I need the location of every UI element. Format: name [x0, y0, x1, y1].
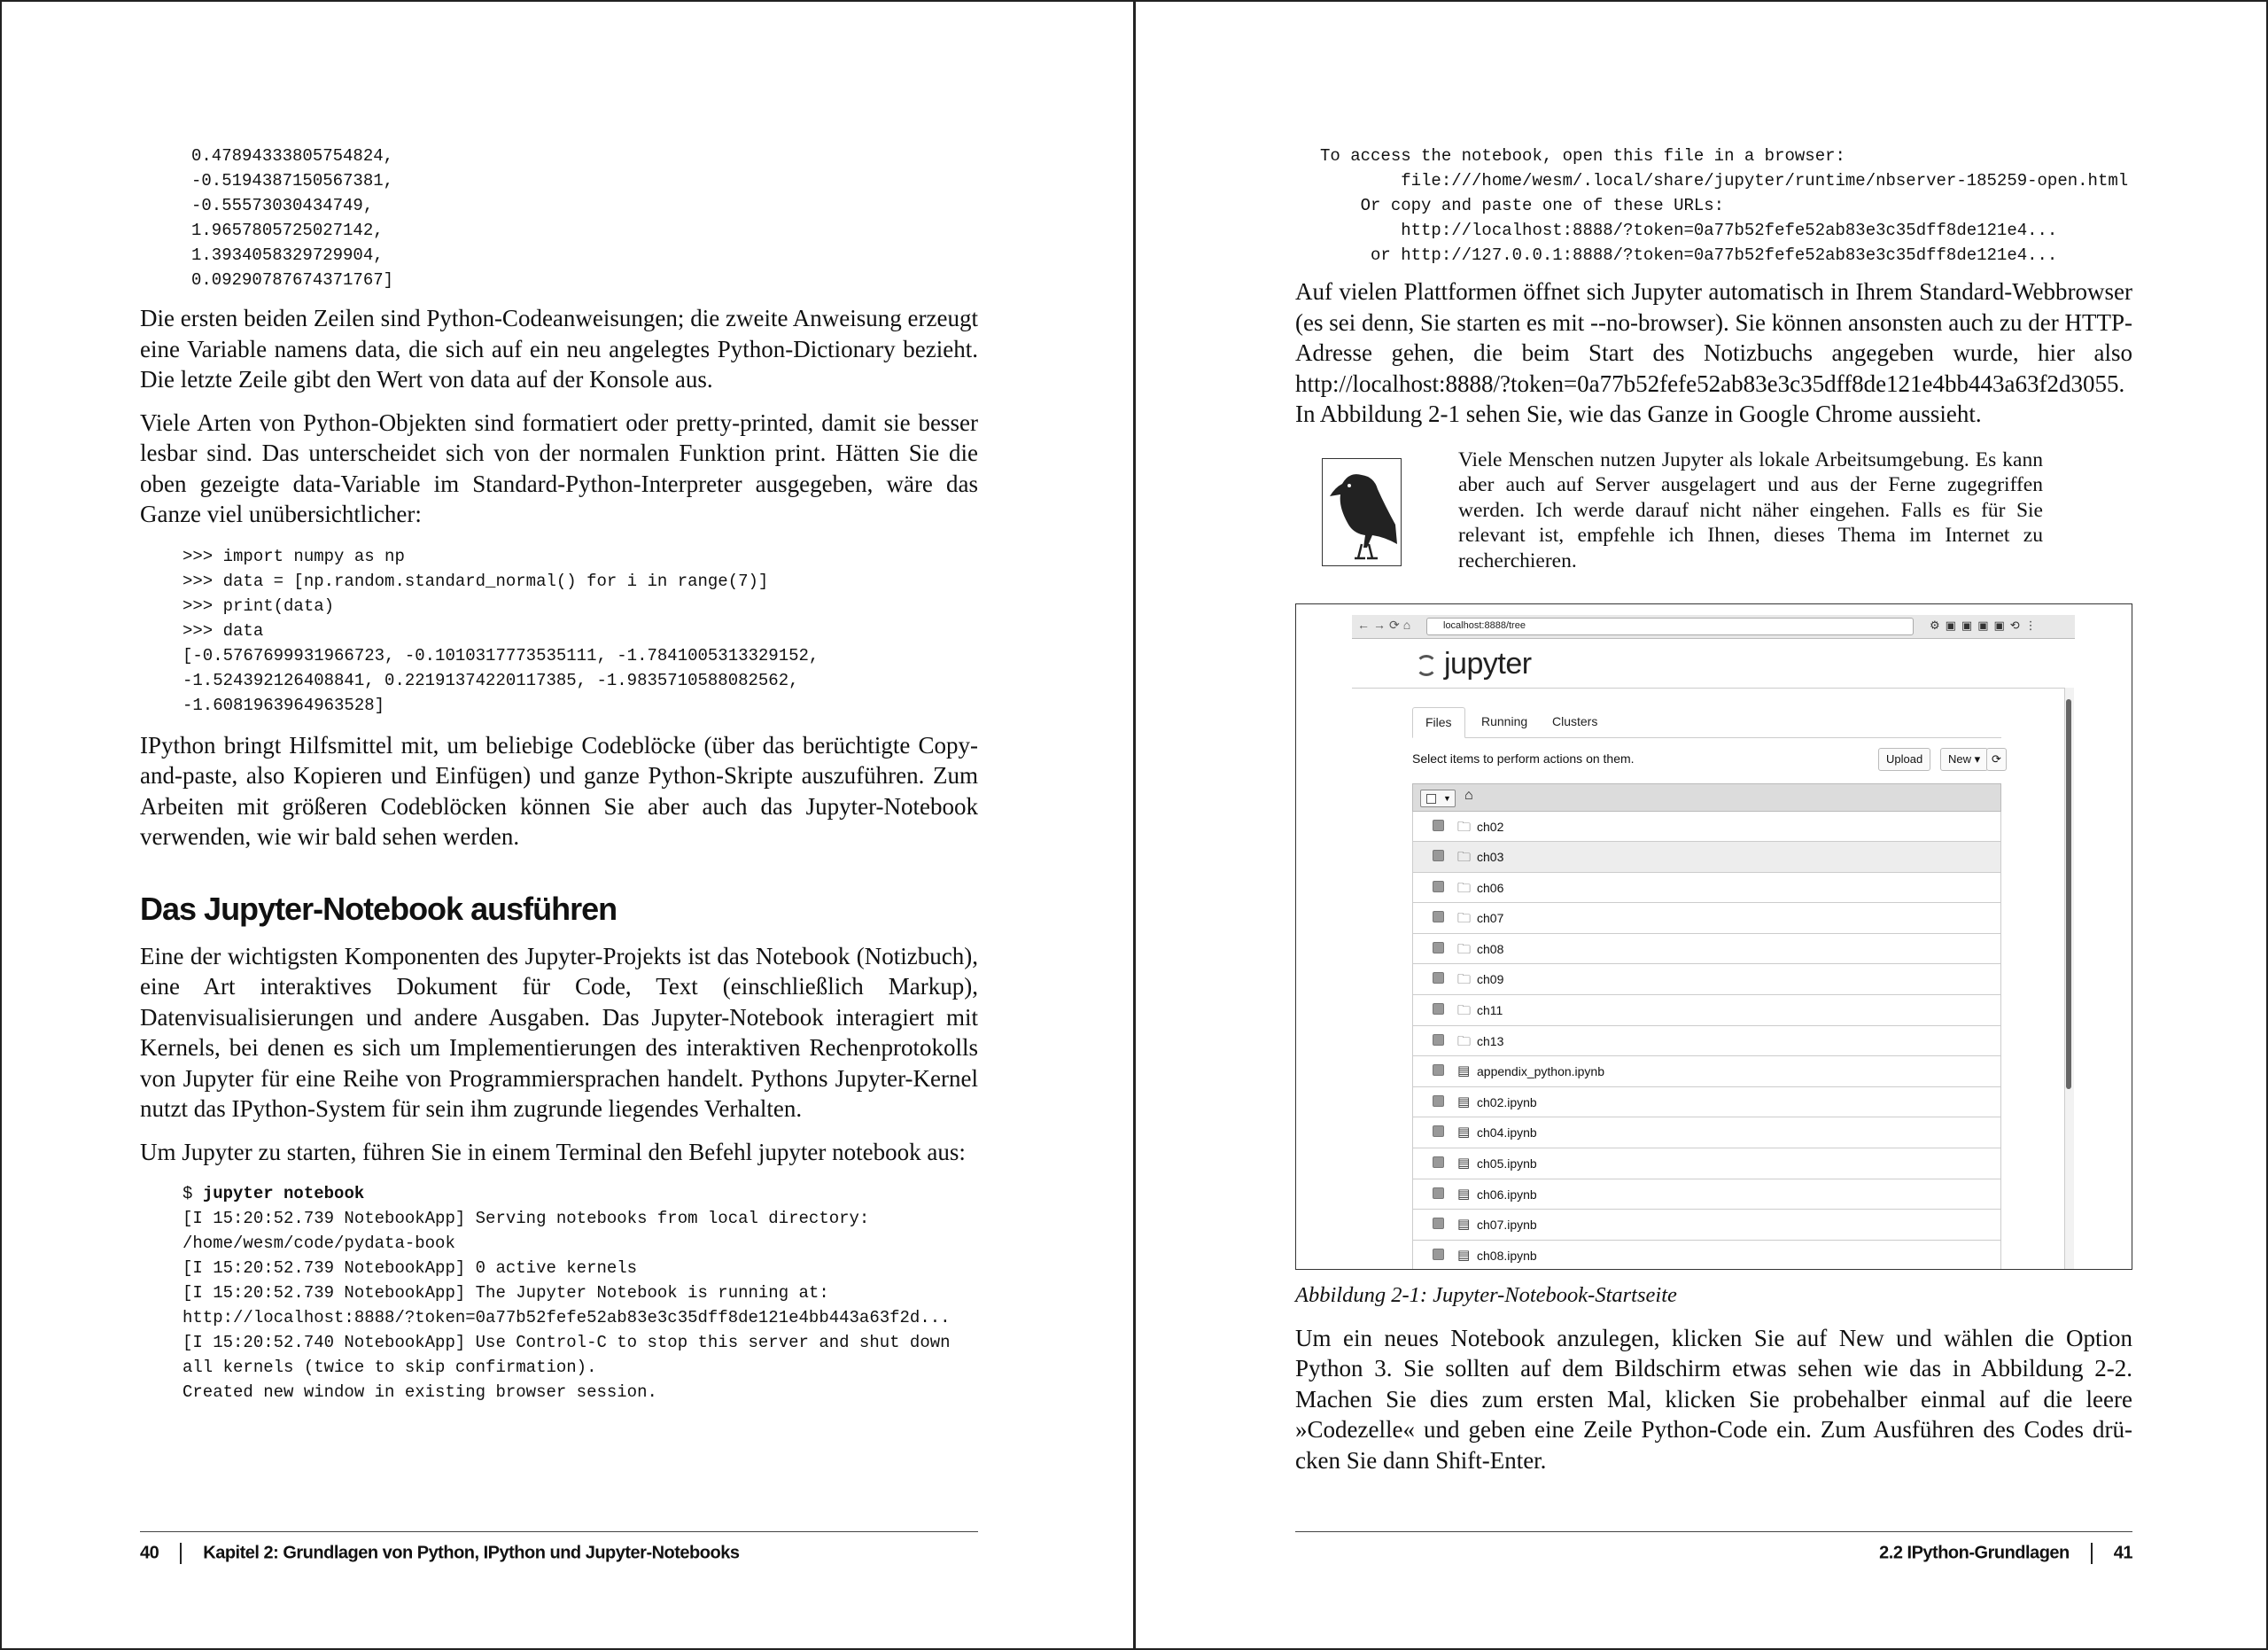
note-box [1295, 448, 2132, 580]
footer-separator [180, 1543, 182, 1564]
notebook-icon: ▤ [1457, 1217, 1471, 1233]
header-divider [1352, 688, 2066, 689]
file-name-link[interactable]: appendix_python.ipynb [1477, 1064, 1605, 1079]
left-paragraph-4: Eine der wichtigsten Komponenten des Jupyter-Projekts ist das Notebook (Notizbuch), eine Art interaktives Dokument für Code, Text (einschließlich Markup), Datenvisualisierungen und andere Ausgaben. Das Jupyter-Notebook interagiert mit Kernels, bei denen es sich um Implementierungen des interaktiven Rechenprotokolls von Jupyter für eine Reihe von Programmiersprachen handelt. Pythons Jupyter-Kernel nutzt das IPython-System für sein ihm zugrunde liegendes Verhalten. [140, 942, 978, 1122]
terminal-prompt: $ [183, 1184, 203, 1203]
file-name-link[interactable]: ch07 [1477, 911, 1504, 926]
left-page-number: 40 [140, 1543, 159, 1563]
terminal-block [183, 1181, 978, 1405]
row-checkbox[interactable] [1433, 850, 1444, 861]
terminal-command: jupyter notebook [202, 1184, 365, 1203]
file-name-link[interactable]: ch07.ipynb [1477, 1218, 1537, 1233]
address-url: localhost:8888/tree [1443, 619, 1526, 631]
notebook-icon: ▤ [1457, 1063, 1471, 1079]
file-list-item[interactable] [1412, 1148, 2001, 1179]
jupyter-logo-text: jupyter [1444, 646, 1532, 681]
row-checkbox[interactable] [1433, 911, 1444, 922]
section-title: 2.2 IPython-Grundlagen [1879, 1543, 2070, 1563]
file-name-link[interactable]: ch08.ipynb [1477, 1248, 1537, 1263]
file-list-item[interactable] [1412, 1087, 2001, 1118]
row-checkbox[interactable] [1433, 1249, 1444, 1260]
right-footer [1295, 1531, 2132, 1585]
upload-button[interactable]: Upload [1878, 748, 1930, 771]
right-footer-text [1879, 1543, 2132, 1564]
right-paragraph-2: Um ein neues Notebook anzulegen, klicken Sie auf New und wählen die Option Python 3. Sie sollten auf dem Bildschirm etwas sehen wie das in Abbildung 2-2. Machen Sie dies zum ersten Mal, klicken Sie probehalber einmal auf die leere »Codezelle« und geben eine Zeile Python-Code ein. Zum Ausführen des Codes drücken Sie dann Shift-Enter. [1295, 1324, 2132, 1474]
file-list-item[interactable] [1412, 1026, 2001, 1057]
file-name-link[interactable]: ch02.ipynb [1477, 1094, 1537, 1109]
right-paragraph-1: Auf vielen Plattformen öffnet sich Jupyter automatisch in Ihrem Standard-Webbrowser (es sei denn, Sie starten es mit --no-browser). Sie können ansonsten auch zu der HTTP-Adresse gehen, die beim Start des Notizbuchs angegeben wurde, hier also http://localhost:8888/?token=0a77b52fefe52ab83e3c35dff8de121e4bb443a63f2d3055. In Abbildung 2-1 sehen Sie, wie das Ganze in Google Chrome aussieht. [1295, 278, 2132, 427]
chapter-title: Kapitel 2: Grundlagen von Python, IPython und Jupyter-Notebooks [203, 1543, 740, 1563]
browser-toolbar [1352, 615, 2075, 639]
row-checkbox[interactable] [1433, 1156, 1444, 1168]
code-interpreter-block: >>> import numpy as np >>> data = [np.random.standard_normal() for i in range(7)] >>> print(data) >>> data [-0.5767699931966723, -0.1010317773535111, -1.7841005313329152, -1.524392126408841, 0.22191374220117385, -1.9835710588082562, -1.6081963964963528] [183, 546, 819, 715]
tab-files[interactable]: Files [1412, 707, 1465, 738]
tab-clusters[interactable]: Clusters [1552, 713, 1598, 728]
scrollbar-thumb[interactable] [2066, 699, 2071, 1089]
row-checkbox[interactable] [1433, 1125, 1444, 1137]
extension-icons[interactable]: ⚙▣▣▣▣⟲⋮ [1930, 618, 2042, 632]
left-paragraph-5: Um Jupyter zu starten, führen Sie in einem Terminal den Befehl jupyter notebook aus: [140, 1138, 966, 1165]
file-list-item[interactable] [1412, 995, 2001, 1026]
notebook-icon: ▤ [1457, 1156, 1471, 1171]
file-list-item[interactable] [1412, 1117, 2001, 1148]
select-all-dropdown[interactable] [1420, 790, 1456, 807]
file-name-link[interactable]: ch09 [1477, 972, 1504, 987]
folder-icon: 🗀 [1457, 819, 1472, 835]
left-footer [140, 1531, 978, 1585]
notebook-icon: ▤ [1457, 1094, 1471, 1109]
file-list-item[interactable] [1412, 1210, 2001, 1241]
jupyter-orb-icon [1416, 655, 1437, 676]
file-name-link[interactable]: ch13 [1477, 1033, 1504, 1048]
file-name-link[interactable]: ch06 [1477, 880, 1504, 895]
left-footer-text [140, 1543, 739, 1564]
terminal-output: [I 15:20:52.739 NotebookApp] Serving notebooks from local directory: /home/wesm/code/pydata-book [I 15:20:52.739 NotebookApp] 0 active kernels [I 15:20:52.739 NotebookApp] The Jupyter Notebook is running at: http://localhost:8888/?token=0a77b52fefe52ab83e3c35dff8de121e4bb443a63f2d... [I 15:20:52.740 NotebookApp] Use Control-C to stop this server and shut down all kernels (twice to skip confirmation). Created new window in existing browser session. [183, 1209, 951, 1402]
right-page [1133, 0, 2268, 1650]
file-list-item[interactable] [1412, 1179, 2001, 1210]
note-text: Viele Menschen nutzen Jupyter als lokale Arbeitsumgebung. Es kann aber auch auf Server ausgelagert und aus der Ferne zugegriffen werden. Ich werde darauf nicht näher eingehen. Falls es für Sie relevant ist, empfehle ich Ihnen, dieses Thema im Internet zu recherchieren. [1458, 448, 2043, 572]
file-list-item[interactable] [1412, 934, 2001, 965]
folder-icon: 🗀 [1457, 1033, 1472, 1049]
browser-window [1352, 615, 2075, 1270]
file-name-link[interactable]: ch05.ipynb [1477, 1156, 1537, 1171]
file-list-item[interactable] [1412, 1056, 2001, 1087]
folder-icon: 🗀 [1457, 941, 1472, 957]
code-output-block: 0.47894333805754824, -0.5194387150567381, -0.55573030434749, 1.9657805725027142, 1.3934058329729904, 0.09290787674371767] [191, 146, 394, 290]
file-name-link[interactable]: ch06.ipynb [1477, 1187, 1537, 1202]
row-checkbox[interactable] [1433, 1218, 1444, 1229]
select-all-checkbox[interactable] [1426, 794, 1436, 804]
crow-icon [1322, 458, 1402, 566]
left-column [140, 144, 978, 1405]
file-list [1412, 812, 2001, 1270]
refresh-button[interactable] [1986, 748, 2007, 771]
file-list-header [1412, 783, 2001, 812]
folder-icon: 🗀 [1457, 850, 1472, 866]
file-list-item[interactable] [1412, 873, 2001, 904]
file-list-item[interactable] [1412, 842, 2001, 873]
folder-icon: 🗀 [1457, 972, 1472, 988]
notebook-icon: ▤ [1457, 1186, 1471, 1202]
file-list-item[interactable] [1412, 1241, 2001, 1270]
row-checkbox[interactable] [1433, 1064, 1444, 1076]
right-page-number: 41 [2113, 1543, 2132, 1563]
terminal-command-line [183, 1181, 978, 1206]
figure-caption: Abbildung 2-1: Jupyter-Notebook-Startseite [1295, 1282, 1677, 1307]
section-heading: Das Jupyter-Notebook ausführen [140, 890, 617, 927]
row-checkbox[interactable] [1433, 1187, 1444, 1199]
new-button[interactable]: New ▾ [1940, 748, 1988, 771]
row-checkbox[interactable] [1433, 881, 1444, 892]
file-list-item[interactable] [1412, 812, 2001, 843]
folder-icon: 🗀 [1457, 1003, 1472, 1019]
notebook-icon: ▤ [1457, 1125, 1471, 1140]
row-checkbox[interactable] [1433, 1003, 1444, 1015]
folder-icon: 🗀 [1457, 880, 1472, 896]
file-list-item[interactable] [1412, 903, 2001, 934]
code-access-block: To access the notebook, open this file in a browser: file:///home/wesm/.local/share/jupyter/runtime/nbserver-185259-open.html Or copy and paste one of these URLs: http://localhost:8888/?token=0a77b52fefe52ab83e3c35dff8de121e4... or http://127.0.0.1:8888/?token=0a77b52fefe52ab83e3c35dff8de121e4... [1320, 146, 2129, 265]
file-name-link[interactable]: ch08 [1477, 941, 1504, 956]
footer-separator [2091, 1543, 2093, 1564]
figure-screenshot [1295, 603, 2132, 1270]
row-checkbox[interactable] [1433, 1095, 1444, 1107]
left-page [0, 0, 1133, 1650]
jupyter-logo[interactable] [1416, 647, 1532, 681]
address-bar[interactable] [1426, 618, 1914, 635]
nav-buttons-icon[interactable]: ←→⟳⌂ [1357, 617, 1415, 632]
left-paragraph-1: Die ersten beiden Zeilen sind Python-Codeanweisungen; die zweite Anweisung erzeugt eine Variable namens data, die sich auf ein neu angelegtes Python-Dictionary bezieht. Die letzte Zeile gibt den Wert von data auf der Konsole aus. [140, 305, 978, 393]
chevron-down-icon: ▼ [1443, 793, 1451, 803]
left-paragraph-2: Viele Arten von Python-Objekten sind formatiert oder pretty-printed, damit sie besser lesbar sind. Das unterscheidet sich von der normalen Funktion print. Hätten Sie die oben gezeigte data-Variable im Standard-Python-Interpreter ausgegeben, wäre das Ganze viel unübersichtlicher: [140, 409, 978, 527]
select-instructions: Select items to perform actions on them. [1412, 751, 1635, 766]
home-icon[interactable]: ⌂ [1464, 787, 1473, 803]
row-checkbox[interactable] [1433, 820, 1444, 831]
file-name-link[interactable]: ch02 [1477, 819, 1504, 834]
file-name-link[interactable]: ch03 [1477, 850, 1504, 865]
tab-running[interactable]: Running [1481, 713, 1528, 728]
row-checkbox[interactable] [1433, 1034, 1444, 1046]
refresh-icon: ⟳ [1992, 751, 2001, 766]
right-column [1295, 144, 2132, 1475]
row-checkbox[interactable] [1433, 972, 1444, 984]
left-paragraph-3: IPython bringt Hilfsmittel mit, um beliebige Codeblöcke (über das berüchtigte Copy-and-paste, also Kopieren und Einfügen) und ganze Python-Skripte auszuführen. Zum Arbeiten mit größeren Codeblöcken können Sie aber auch das Jupyter-Notebook verwenden, wie wir bald sehen werden. [140, 731, 978, 850]
notebook-icon: ▤ [1457, 1247, 1471, 1263]
notebook-tabs [1412, 707, 2001, 738]
file-name-link[interactable]: ch04.ipynb [1477, 1125, 1537, 1140]
file-list-item[interactable] [1412, 964, 2001, 995]
folder-icon: 🗀 [1457, 911, 1472, 927]
row-checkbox[interactable] [1433, 942, 1444, 953]
file-name-link[interactable]: ch11 [1477, 1003, 1503, 1018]
